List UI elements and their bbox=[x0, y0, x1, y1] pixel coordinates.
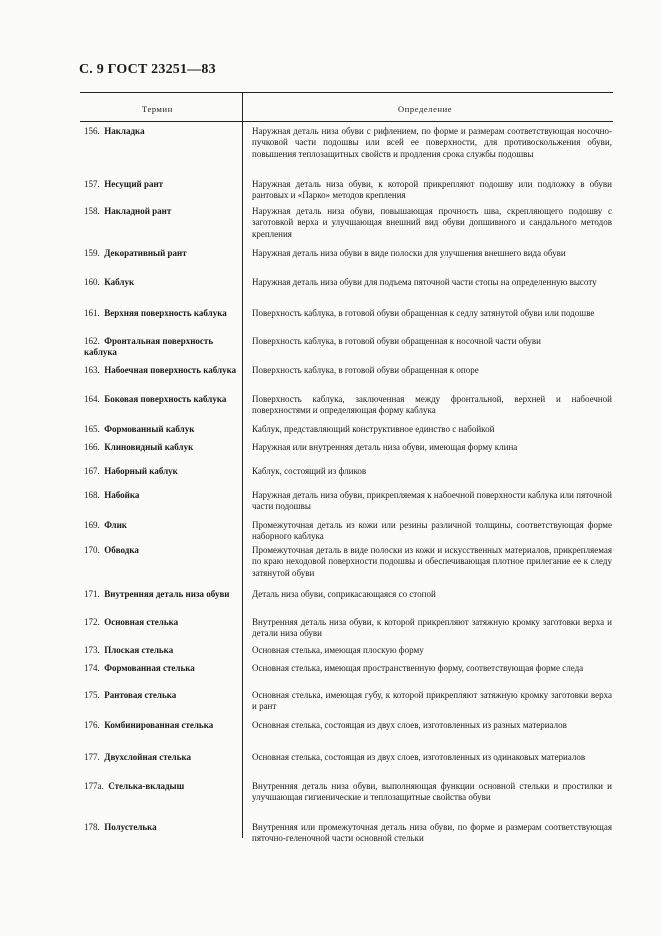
definition-cell: Наружная деталь низа обуви, повышающая прочность шва, скрепляющего подошву с заготовкой верха и улучшающая внешний вид обуви допшивного и сандального методов крепления bbox=[252, 206, 612, 239]
term-name: Внутренняя деталь низа обуви bbox=[104, 589, 230, 599]
definition-cell: Внутренняя деталь низа обуви, выполняющая функции основной стельки и простилки и улучшающая гигиенические и теплозащитные свойства обуви bbox=[252, 781, 612, 803]
term-cell bbox=[84, 248, 238, 259]
term-cell bbox=[84, 206, 238, 217]
term-name: Стелька-вкладыш bbox=[108, 781, 185, 791]
term-name: Верхняя поверхность каблука bbox=[104, 308, 227, 318]
term-number: 169. bbox=[84, 520, 100, 530]
term-name: Обводка bbox=[104, 545, 139, 555]
term-number: 156. bbox=[84, 126, 100, 136]
term-number: 168. bbox=[84, 490, 100, 500]
term-name: Формованная стелька bbox=[104, 663, 195, 673]
term-number: 177. bbox=[84, 752, 100, 762]
definition-cell: Основная стелька, имеющая плоскую форму bbox=[252, 645, 424, 655]
definition-cell: Наружная деталь низа обуви в виде полоски для улучшения внешнего вида обуви bbox=[252, 248, 566, 258]
definition-cell: Каблук, представляющий конструктивное единство с набойкой bbox=[252, 424, 495, 434]
term-cell bbox=[84, 781, 238, 792]
term-name: Формованный каблук bbox=[104, 424, 195, 434]
definition-cell: Поверхность каблука, в готовой обуви обращенная к опоре bbox=[252, 365, 479, 375]
table-header-rule bbox=[80, 121, 613, 122]
definition-cell: Поверхность каблука, в готовой обуви обращенная к носочной части обуви bbox=[252, 336, 541, 346]
term-number: 160. bbox=[84, 277, 100, 287]
term-name: Двухслойная стелька bbox=[104, 752, 192, 762]
term-number: 159. bbox=[84, 248, 100, 258]
term-cell bbox=[84, 365, 238, 376]
term-name: Наборный каблук bbox=[104, 466, 178, 476]
page-header: С. 9 ГОСТ 23251—83 bbox=[79, 62, 216, 77]
term-number: 165. bbox=[84, 424, 100, 434]
term-number: 161. bbox=[84, 308, 100, 318]
term-number: 173. bbox=[84, 645, 100, 655]
column-header-term: Термин bbox=[142, 104, 173, 114]
term-cell bbox=[84, 442, 238, 453]
term-name: Каблук bbox=[104, 277, 135, 287]
definition-cell: Основная стелька, имеющая губу, к которой прикрепляют затяжную кромку заготовки верха и рант bbox=[252, 690, 612, 712]
definition-cell: Промежуточная деталь в виде полоски из кожи и искусственных материалов, прикрепляемая по краю неходовой поверхности подошвы и обеспечивающая плотное прилегание ее к следу затянутой обуви bbox=[252, 545, 612, 578]
term-cell bbox=[84, 752, 238, 763]
term-cell bbox=[84, 424, 238, 435]
term-name: Плоская стелька bbox=[104, 645, 174, 655]
term-cell bbox=[84, 690, 238, 701]
term-cell bbox=[84, 663, 238, 674]
term-name: Рантовая стелька bbox=[104, 690, 177, 700]
term-cell bbox=[84, 822, 238, 833]
term-name: Накладной рант bbox=[104, 206, 172, 216]
term-number: 158. bbox=[84, 206, 100, 216]
term-cell bbox=[84, 336, 238, 358]
term-cell bbox=[84, 617, 238, 628]
term-number: 166. bbox=[84, 442, 100, 452]
definition-cell: Наружная деталь низа обуви, прикрепляемая к набоечной поверхности каблука или пяточной части подошвы bbox=[252, 490, 612, 512]
definition-cell: Основная стелька, состоящая из двух слоев, изготовленных из одинаковых материалов bbox=[252, 752, 586, 762]
definition-cell: Наружная или внутренняя деталь низа обуви, имеющая форму клина bbox=[252, 442, 518, 452]
term-cell bbox=[84, 545, 238, 556]
term-cell bbox=[84, 720, 238, 731]
term-cell bbox=[84, 645, 238, 656]
term-name: Набоечная поверхность каблука bbox=[104, 365, 237, 375]
definition-cell: Внутренняя или промежуточная деталь низа обуви, по форме и размерам соответствующая пяточно-геленочной части основной стельки bbox=[252, 822, 612, 844]
definition-cell: Каблук, состоящий из фликов bbox=[252, 466, 367, 476]
term-name: Фронтальная поверхность каблука bbox=[84, 336, 214, 357]
term-cell bbox=[84, 308, 238, 319]
term-cell bbox=[84, 490, 238, 501]
term-number: 174. bbox=[84, 663, 100, 673]
table-top-rule bbox=[80, 92, 613, 93]
column-divider bbox=[242, 92, 243, 838]
term-cell bbox=[84, 394, 238, 405]
term-name: Декоративный рант bbox=[104, 248, 187, 258]
definition-cell: Промежуточная деталь из кожи или резины различной толщины, соответствующая форме наборного каблука bbox=[252, 520, 612, 542]
term-number: 177а. bbox=[84, 781, 104, 791]
term-cell bbox=[84, 466, 238, 477]
term-number: 171. bbox=[84, 589, 100, 599]
column-header-definition: Определение bbox=[398, 104, 453, 114]
term-name: Накладка bbox=[104, 126, 145, 136]
term-number: 172. bbox=[84, 617, 100, 627]
definition-cell: Наружная деталь низа обуви для подъема пяточной части стопы на определенную высоту bbox=[252, 277, 597, 287]
term-cell bbox=[84, 589, 238, 600]
definition-cell: Внутренняя деталь низа обуви, к которой прикрепляют затяжную кромку заготовки верха и детали низа обуви bbox=[252, 617, 612, 639]
term-name: Основная стелька bbox=[104, 617, 179, 627]
term-cell bbox=[84, 179, 238, 190]
definition-cell: Поверхность каблука, в готовой обуви обращенная к седлу затянутой обуви или подошве bbox=[252, 308, 595, 318]
definition-cell: Основная стелька, состоящая из двух слоев, изготовленных из разных материалов bbox=[252, 720, 567, 730]
term-name: Клиновидный каблук bbox=[104, 442, 194, 452]
definition-cell: Основная стелька, имеющая пространственную форму, соответствующая форме следа bbox=[252, 663, 584, 673]
term-name: Несущий рант bbox=[104, 179, 164, 189]
term-name: Комбинированная стелька bbox=[104, 720, 214, 730]
definition-cell: Поверхность каблука, заключенная между фронтальной, верхней и набоечной поверхностями и определяющая форму каблука bbox=[252, 394, 612, 416]
term-number: 164. bbox=[84, 394, 100, 404]
definition-cell: Наружная деталь низа обуви с рифлением, по форме и размерам соответствующая носочно-пучковой части подошвы или всей ее поверхности, для противоскольжения обуви, повышения теплозащитных свойств и продления срока службы подошвы bbox=[252, 126, 612, 159]
term-number: 167. bbox=[84, 466, 100, 476]
term-number: 163. bbox=[84, 365, 100, 375]
term-number: 170. bbox=[84, 545, 100, 555]
definition-cell: Наружная деталь низа обуви, к которой прикрепляют подошву или подложку в обуви рантовых и «Парко» методов крепления bbox=[252, 179, 612, 201]
definition-cell: Деталь низа обуви, соприкасающаяся со стопой bbox=[252, 589, 436, 599]
term-name: Боковая поверхность каблука bbox=[104, 394, 227, 404]
term-number: 178. bbox=[84, 822, 100, 832]
term-cell bbox=[84, 520, 238, 531]
term-number: 162. bbox=[84, 336, 100, 346]
term-number: 175. bbox=[84, 690, 100, 700]
term-name: Полустелька bbox=[104, 822, 157, 832]
term-cell bbox=[84, 277, 238, 288]
term-cell bbox=[84, 126, 238, 137]
term-name: Набойка bbox=[104, 490, 140, 500]
term-number: 157. bbox=[84, 179, 100, 189]
term-number: 176. bbox=[84, 720, 100, 730]
term-name: Флик bbox=[104, 520, 127, 530]
